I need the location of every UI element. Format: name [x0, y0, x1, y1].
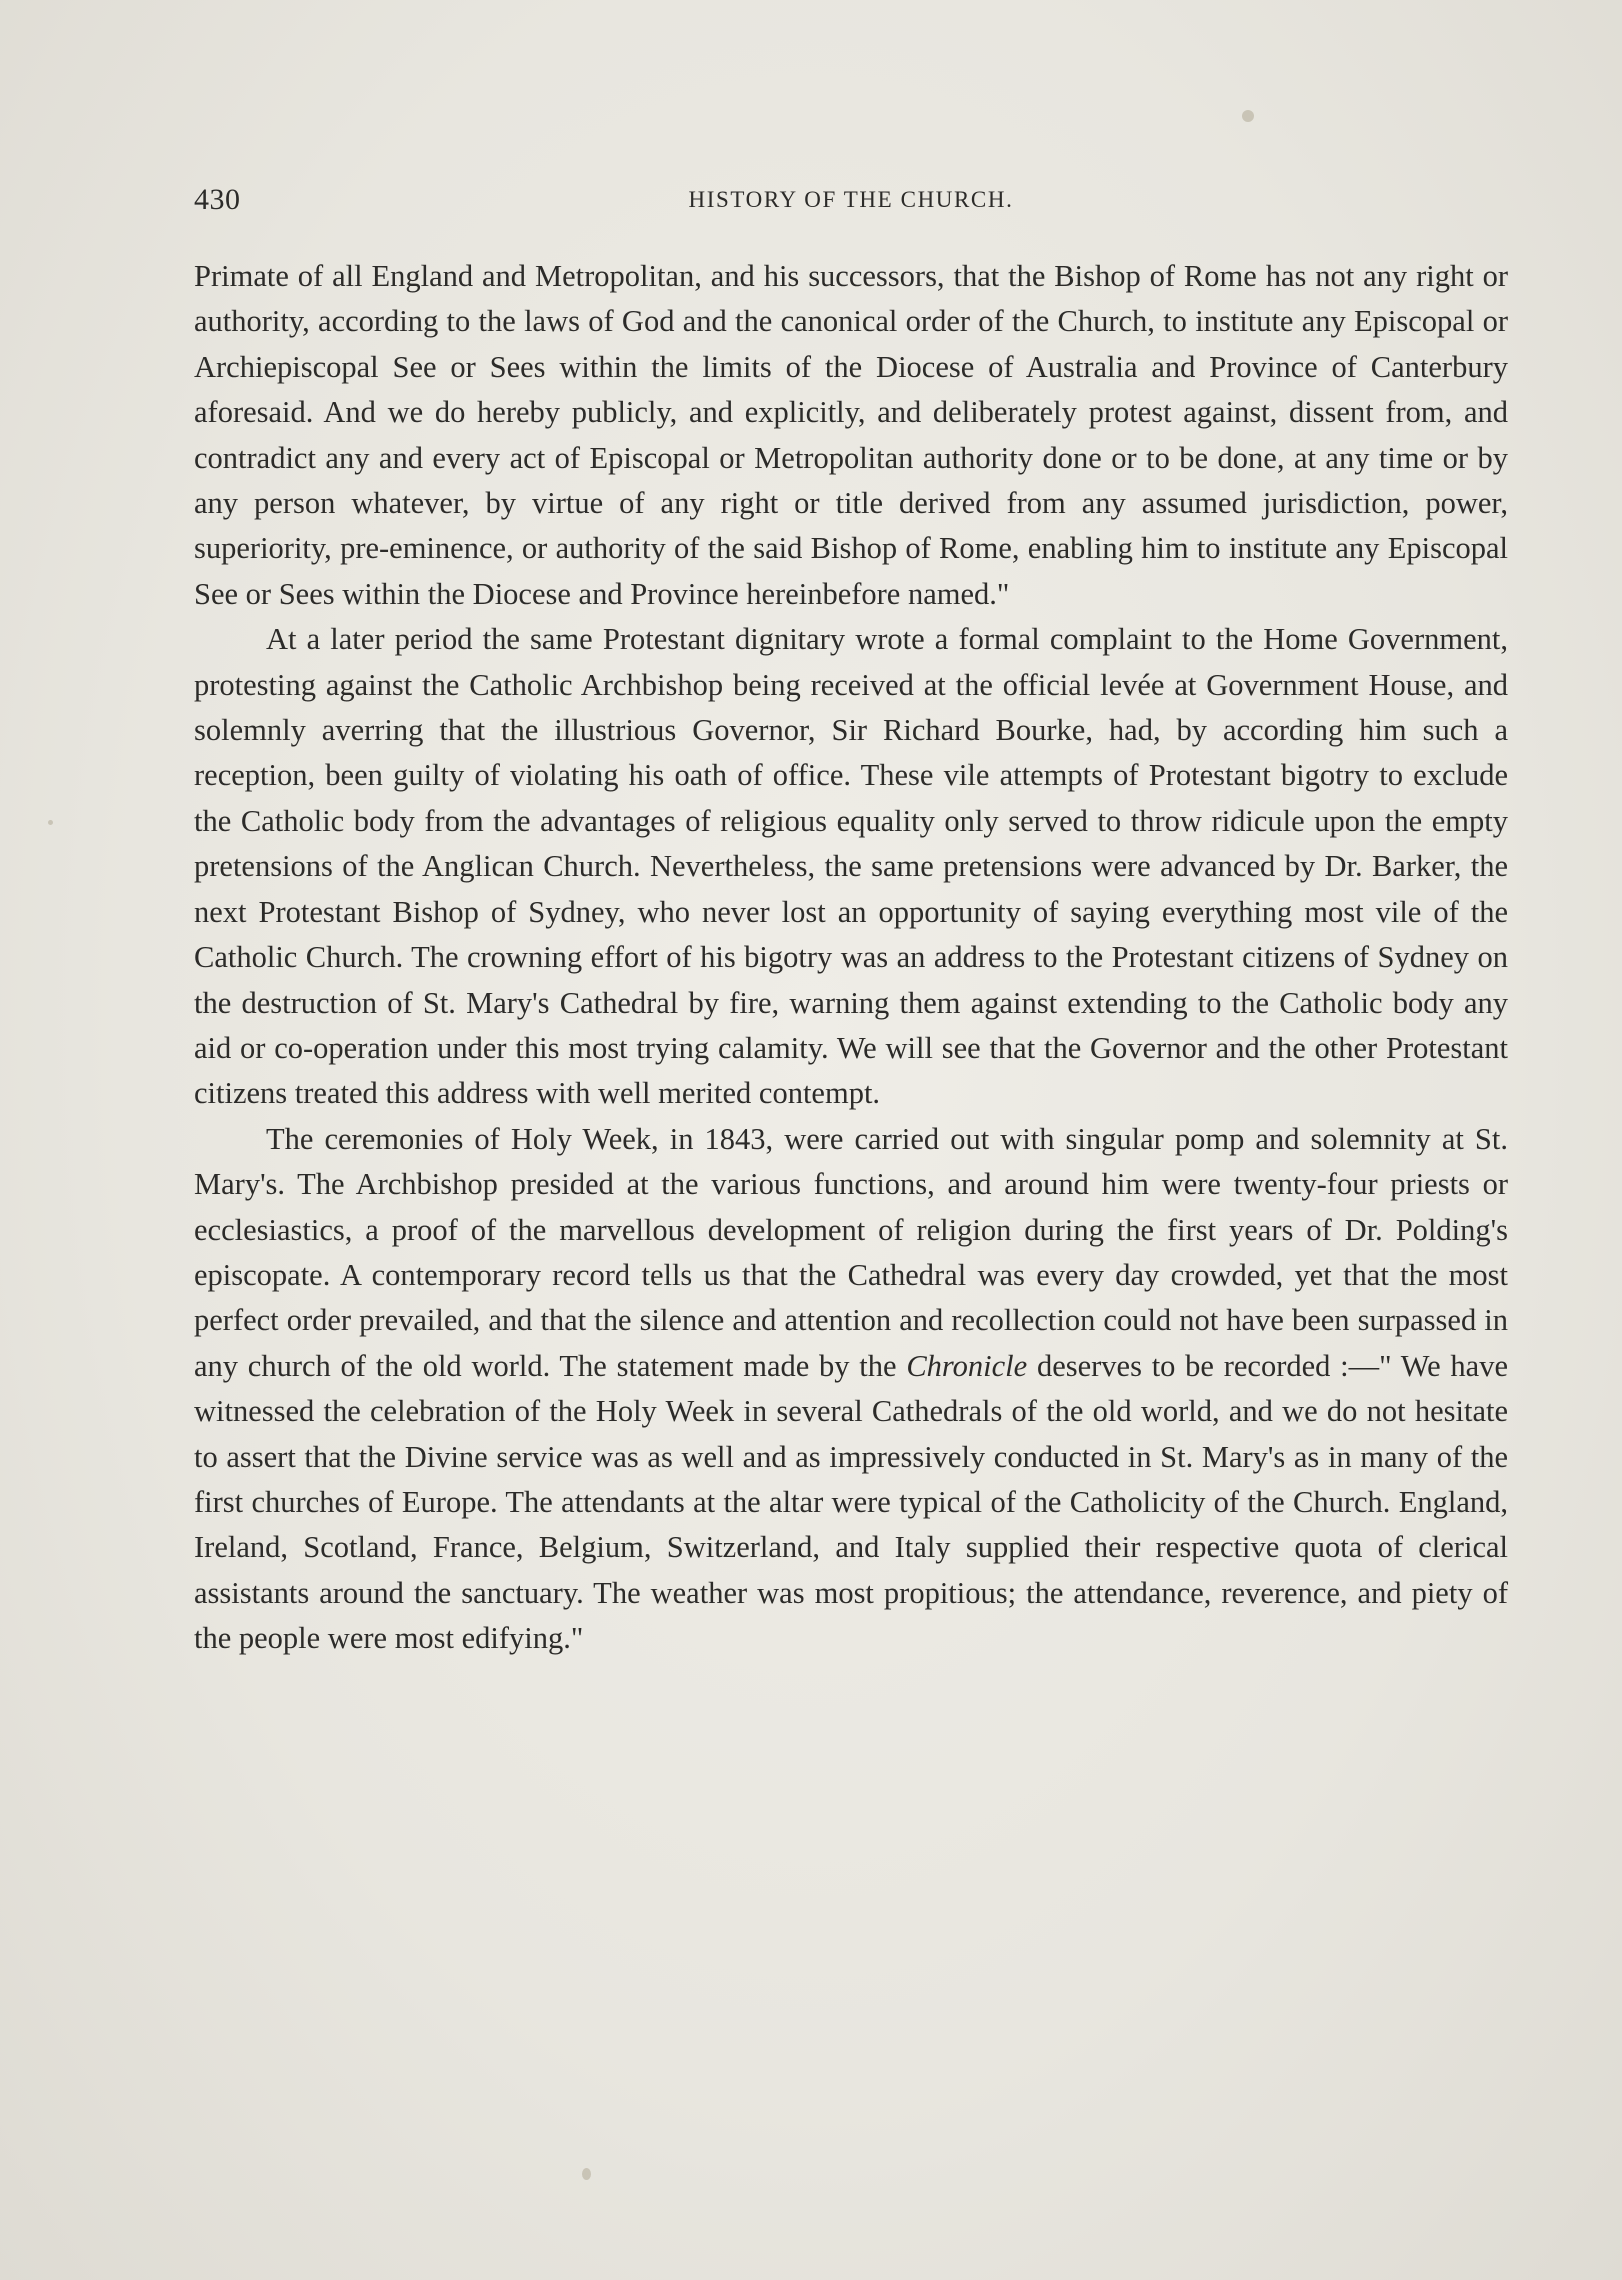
- body-text: [194, 254, 1508, 1662]
- paragraph-continued-protest: Primate of all England and Metropolitan, and his successors, that the Bishop of Rome has not any right or authority, according to the laws of God and the canonical order of the Church, to institute any Episcopal or Archiepiscopal See or Sees within the limits of the Diocese of Australia and Province of Canterbury aforesaid. And we do hereby publicly, and explicitly, and deliberately protest against, dissent from, and contradict any and every act of Episcopal or Metropolitan authority done or to be done, at any time or by any person whatever, by virtue of any right or title derived from any assumed jurisdiction, power, superiority, pre-eminence, or authority of the said Bishop of Rome, enabling him to institute any Episcopal See or Sees within the Diocese and Province hereinbefore named.": [194, 259, 1508, 611]
- paper-speck: [48, 820, 53, 825]
- holy-week-text-end: deserves to be recorded :—" We have witnessed the celebration of the Holy Week in several Cathedrals of the old world, and we do not hesitate to assert that the Divine service was as well and as impressively conducted in St. Mary's as in many of the first churches of Europe. The attendants at the altar were typical of the Catholicity of the Church. England, Ireland, Scotland, France, Belgium, Switzerland, and Italy supplied their respective quota of clerical assistants around the sanctuary. The weather was most propitious; the attendance, reverence, and piety of the people were most edifying.": [194, 1348, 1509, 1656]
- paper-speck: [1242, 110, 1254, 122]
- paragraph-holy-week: [194, 1117, 1508, 1662]
- paper-speck: [582, 2168, 591, 2180]
- page-number: 430: [194, 183, 241, 216]
- running-title: HISTORY OF THE CHURCH.: [688, 187, 1014, 212]
- chronicle-title: Chronicle: [906, 1348, 1028, 1383]
- running-head: [194, 183, 1508, 223]
- paragraph-protestant-complaint: At a later period the same Protestant dignitary wrote a formal complaint to the Home Government, protesting against the Catholic Archbishop being received at the official levée at Government House, and solemnly averring that the illustrious Governor, Sir Richard Bourke, had, by according him such a reception, been guilty of violating his oath of office. These vile attempts of Protestant bigotry to exclude the Catholic body from the advantages of religious equality only served to throw ridicule upon the empty pretensions of the Anglican Church. Nevertheless, the same pretensions were advanced by Dr. Barker, the next Protestant Bishop of Sydney, who never lost an opportunity of saying everything most vile of the Catholic Church. The crowning effort of his bigotry was an address to the Protestant citizens of Sydney on the destruction of St. Mary's Cathedral by fire, warning them against extending to the Catholic body any aid or co-operation under this most trying calamity. We will see that the Governor and the other Protestant citizens treated this address with well merited contempt.: [194, 622, 1508, 1111]
- holy-week-text-start: The ceremonies of Holy Week, in 1843, were carried out with singular pomp and solemnity at St. Mary's. The Archbishop presided at the various functions, and around him were twenty-four priests or ecclesiastics, a proof of the marvellous development of religion during the first years of Dr. Polding's episcopate. A contemporary record tells us that the Cathedral was every day crowded, yet that the most perfect order prevailed, and that the silence and attention and recollection could not have been surpassed in any church of the old world. The statement made by the: [194, 1121, 1508, 1383]
